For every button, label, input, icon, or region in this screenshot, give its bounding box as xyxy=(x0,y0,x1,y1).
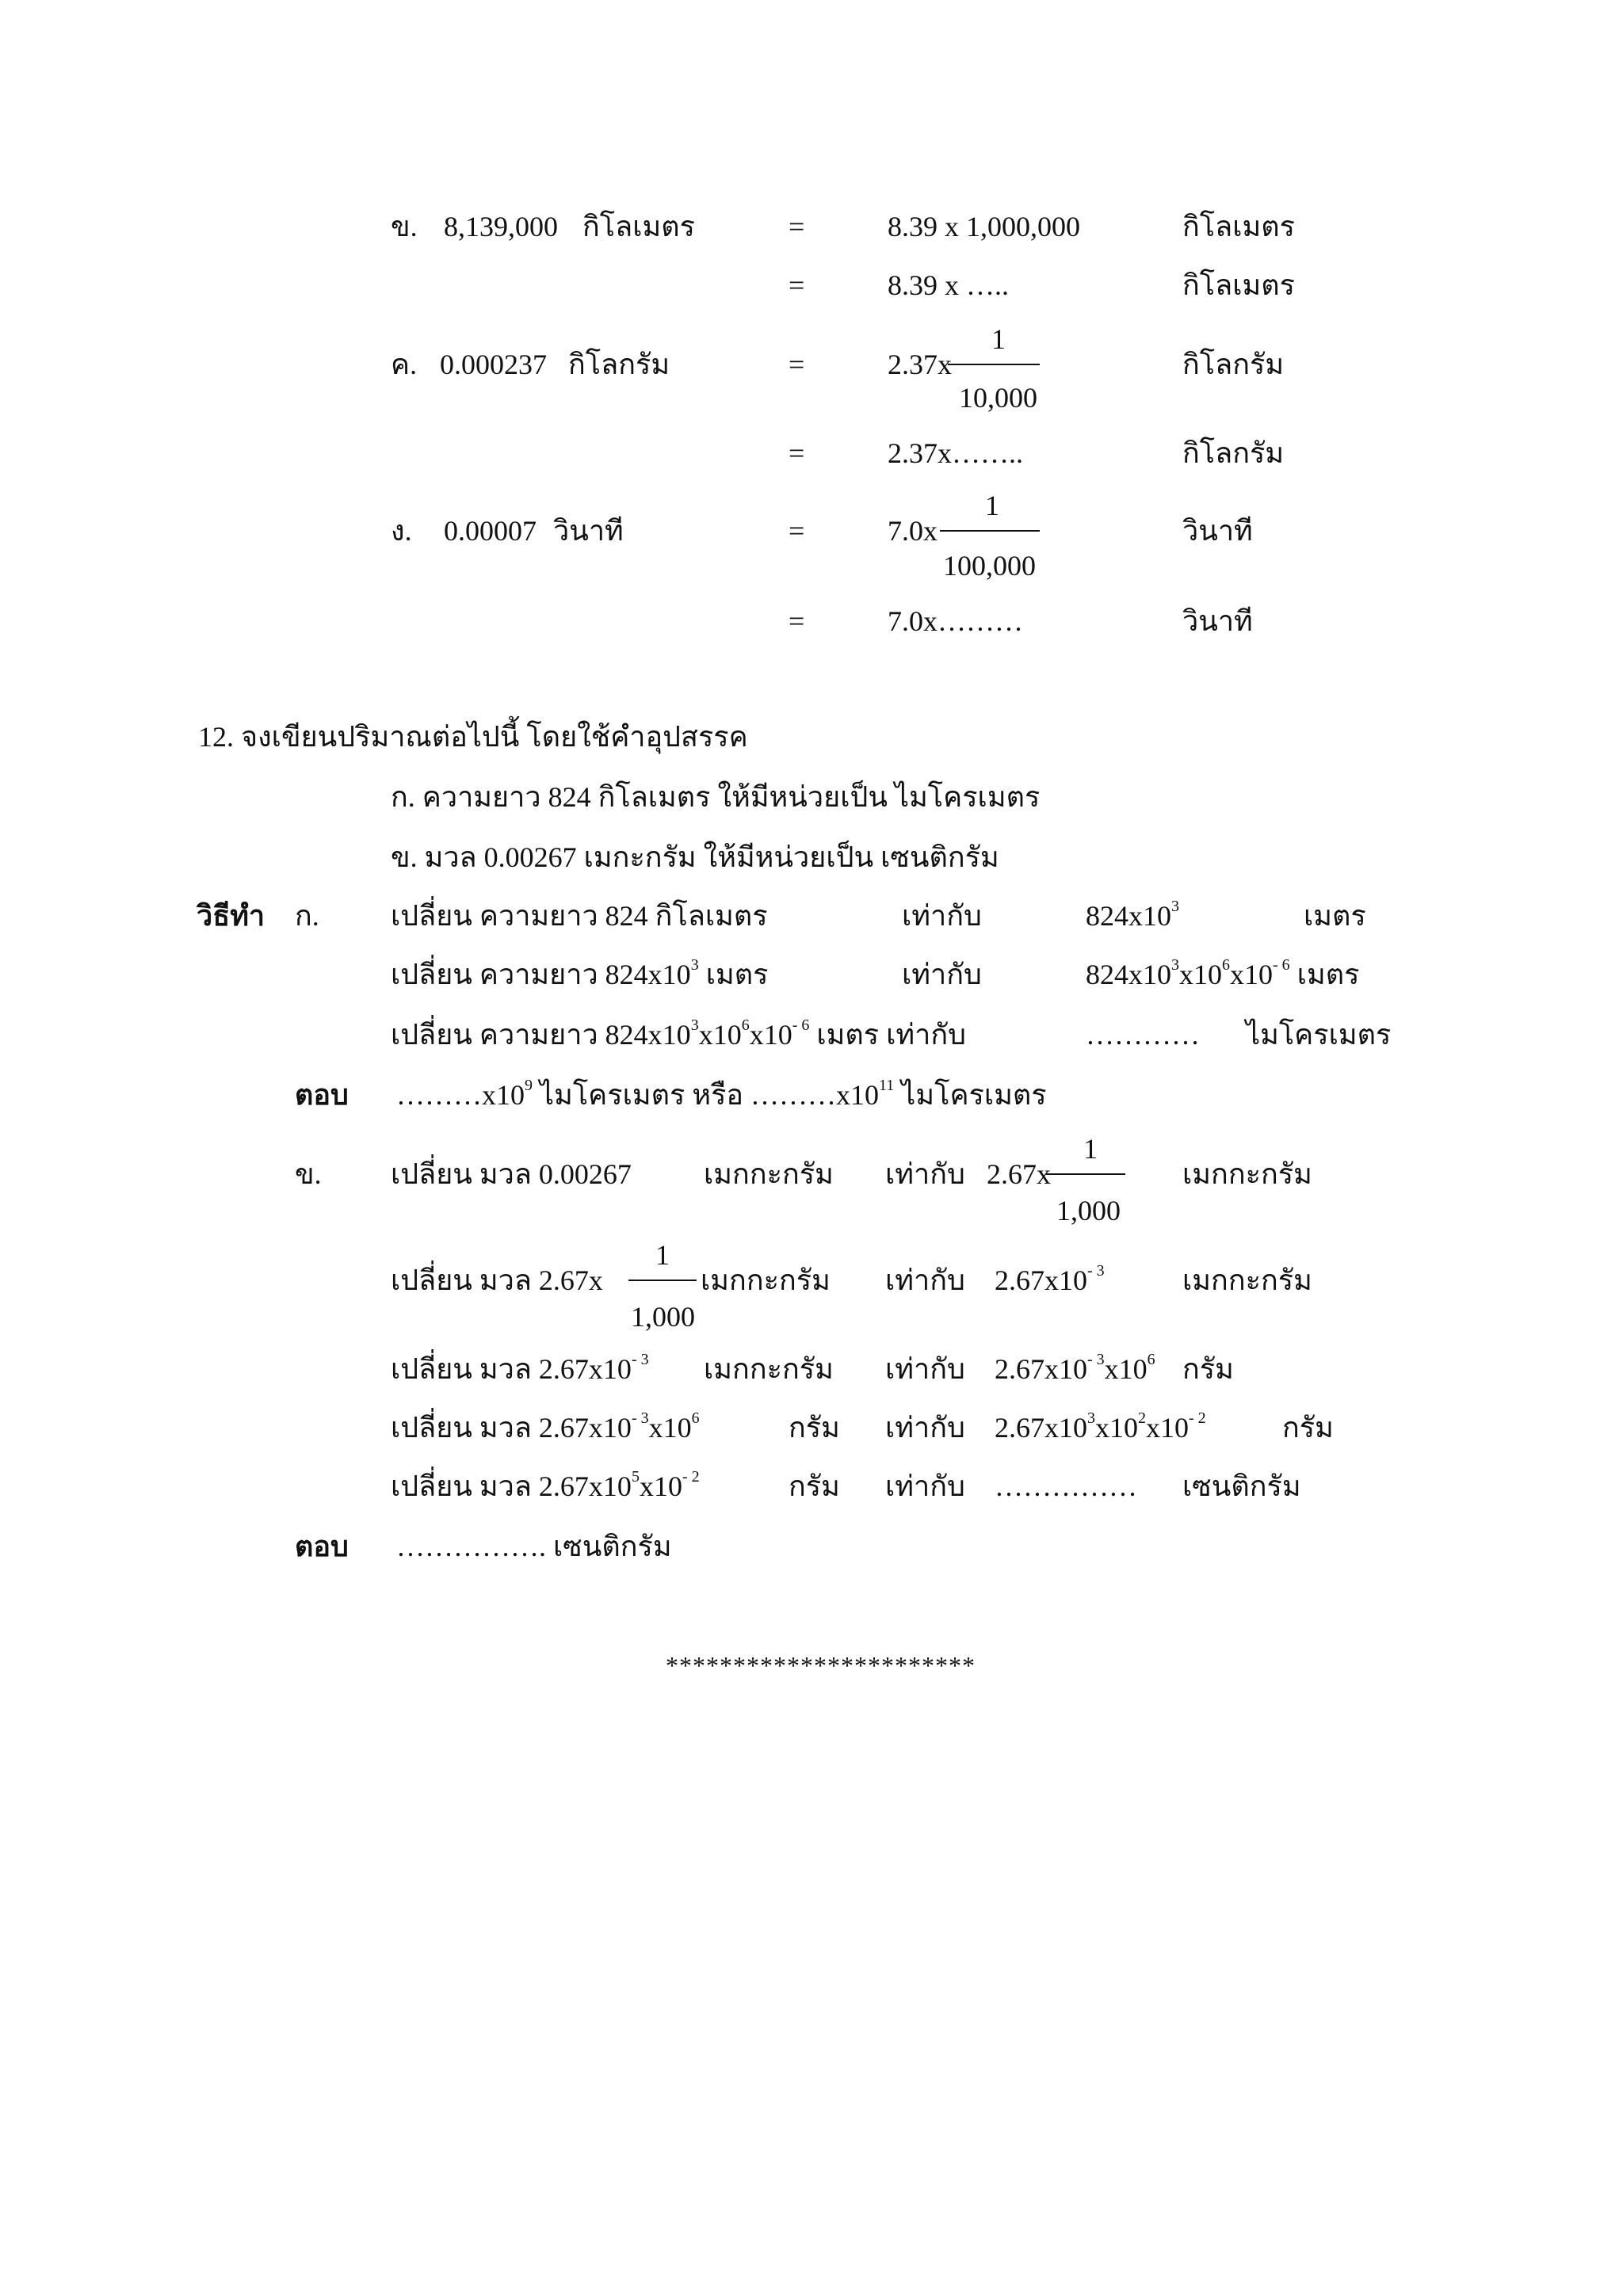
q11-d-unit: วินาที xyxy=(553,515,624,547)
method-b2-numerator: 1 xyxy=(655,1239,670,1271)
method-b5-text: เปลี่ยน มวล $2.67x10^5x10^{- 2}$ xyxy=(391,1468,700,1502)
method-b1-numerator: 1 xyxy=(1083,1133,1098,1165)
method-a3-dots: ………… xyxy=(1086,1019,1200,1051)
q11-d-eq: = xyxy=(789,515,805,547)
q11-c-unit: กิโลกรัม xyxy=(568,349,670,380)
answer-a-label: ตอบ xyxy=(295,1079,349,1111)
method-b3-unit-r: กรัม xyxy=(1182,1353,1234,1385)
method-b3-unit: เมกกะกรัม xyxy=(704,1353,834,1385)
method-a1-result: $824x10^3$ xyxy=(1086,898,1179,932)
q11-b-unit: กิโลเมตร xyxy=(582,211,695,242)
method-b5-eq: เท่ากับ xyxy=(885,1470,965,1502)
method-b3-result: $2.67x10^{- 3}x10^6$ xyxy=(995,1351,1155,1385)
method-label: วิธีทำ xyxy=(197,900,265,932)
q11-b2-expr: 8.39 x ….. xyxy=(888,269,1009,301)
q11-c-label: ค. xyxy=(391,349,418,380)
method-b4-unit-r: กรัม xyxy=(1282,1412,1334,1444)
method-b2-unit-r: เมกกะกรัม xyxy=(1182,1264,1312,1296)
method-a2-result: $824x10^3x10^6x10^{- 6}$ เมตร xyxy=(1086,956,1360,990)
method-b1-eq: เท่ากับ xyxy=(885,1158,965,1190)
q11-d2-expr: 7.0x……… xyxy=(888,605,1023,637)
q11-c2-expr: 2.37x…….. xyxy=(888,437,1023,469)
q11-d2-unit-r: วินาที xyxy=(1182,605,1253,637)
q11-c-denominator: 10,000 xyxy=(959,382,1037,414)
answer-a-text: $\dots\dots\dots x10^9$ ไมโครเมตร หรือ $\dots\dots\dots x10^{11}$ ไมโครเมตร xyxy=(396,1077,1047,1111)
method-b1-unit: เมกกะกรัม xyxy=(704,1158,834,1190)
q11-d-qty: 0.00007 xyxy=(444,515,537,547)
method-b5-dots: …………… xyxy=(995,1470,1137,1502)
method-part-a-label: ก. xyxy=(295,900,319,932)
q11-b-expr: 8.39 x 1,000,000 xyxy=(888,211,1080,242)
q11-d-fraction-bar xyxy=(940,530,1040,532)
method-a1-text: เปลี่ยน ความยาว 824 กิโลเมตร xyxy=(391,900,768,932)
q11-b2-unit-r: กิโลเมตร xyxy=(1182,269,1295,301)
answer-b-label: ตอบ xyxy=(295,1531,349,1562)
q11-d-label: ง. xyxy=(391,515,412,547)
q11-c-coef: 2.37x xyxy=(888,349,952,380)
q11-c-eq: = xyxy=(789,349,805,380)
method-part-b-label: ข. xyxy=(295,1158,322,1190)
q11-c2-unit-r: กิโลกรัม xyxy=(1182,437,1285,469)
q11-b-label: ข. xyxy=(391,211,418,242)
q11-d-coef: 7.0x xyxy=(888,515,938,547)
q11-b-eq: = xyxy=(789,211,805,242)
q11-c-fraction-bar xyxy=(948,364,1040,365)
method-b3-eq: เท่ากับ xyxy=(885,1353,965,1385)
q11-d2-eq: = xyxy=(789,605,805,637)
q11-b2-eq: = xyxy=(789,269,805,301)
method-b4-eq: เท่ากับ xyxy=(885,1412,965,1444)
q12-item-b: ข. มวล 0.00267 เมกะกรัม ให้มีหน่วยเป็น เซนติกรัม xyxy=(391,841,999,873)
q11-b-unit-r: กิโลเมตร xyxy=(1182,211,1295,242)
method-a3-unit: ไมโครเมตร xyxy=(1246,1019,1392,1051)
method-b5-unit-r: เซนติกรัม xyxy=(1182,1470,1301,1502)
method-b5-unit: กรัม xyxy=(789,1470,840,1502)
method-a3-text: เปลี่ยน ความยาว $824x10^3x10^6x10^{- 6}$ เมตร เท่ากับ xyxy=(391,1016,967,1051)
q12-title: 12. จงเขียนปริมาณต่อไปนี้ โดยใช้คำอุปสรรค xyxy=(198,721,748,753)
method-b2-denominator: 1,000 xyxy=(631,1301,695,1333)
q11-b-qty: 8,139,000 xyxy=(444,211,558,242)
method-b2-eq: เท่ากับ xyxy=(885,1264,965,1296)
method-b1-fraction-bar xyxy=(1046,1173,1125,1175)
method-a2-eq: เท่ากับ xyxy=(902,959,982,990)
q11-d-denominator: 100,000 xyxy=(943,550,1036,582)
method-b4-unit: กรัม xyxy=(789,1412,840,1444)
section-separator: *********************** xyxy=(666,1651,976,1680)
answer-b-text: ……………. เซนติกรัม xyxy=(396,1531,672,1562)
q11-d-numerator: 1 xyxy=(985,490,999,521)
q11-c-unit-r: กิโลกรัม xyxy=(1182,349,1285,380)
q11-d-unit-r: วินาที xyxy=(1182,515,1253,547)
q11-c-qty: 0.000237 xyxy=(440,349,547,380)
method-a1-eq: เท่ากับ xyxy=(902,900,982,932)
q11-c-numerator: 1 xyxy=(991,323,1006,355)
method-b2-result: $2.67x10^{- 3}$ xyxy=(995,1262,1105,1296)
method-b2-unit: เมกกะกรัม xyxy=(701,1264,831,1296)
method-b3-text: เปลี่ยน มวล $2.67x10^{- 3}$ xyxy=(391,1351,649,1385)
method-b1-text: เปลี่ยน มวล 0.00267 xyxy=(391,1158,632,1190)
q11-c2-eq: = xyxy=(789,437,805,469)
method-b2-text: เปลี่ยน มวล 2.67x xyxy=(391,1264,603,1296)
method-b1-coef: 2.67x xyxy=(987,1158,1051,1190)
method-b1-unit-r: เมกกะกรัม xyxy=(1182,1158,1312,1190)
method-b1-denominator: 1,000 xyxy=(1056,1195,1121,1226)
method-a2-text: เปลี่ยน ความยาว $824x10^3$ เมตร xyxy=(391,956,769,990)
method-b4-text: เปลี่ยน มวล $2.67x10^{- 3}x10^6$ xyxy=(391,1409,700,1444)
method-a1-unit: เมตร xyxy=(1304,900,1366,932)
method-b2-fraction-bar xyxy=(628,1280,697,1281)
q12-item-a: ก. ความยาว 824 กิโลเมตร ให้มีหน่วยเป็น ไมโครเมตร xyxy=(391,781,1041,813)
method-b4-result: $2.67x10^3x10^2x10^{- 2}$ xyxy=(995,1409,1206,1444)
